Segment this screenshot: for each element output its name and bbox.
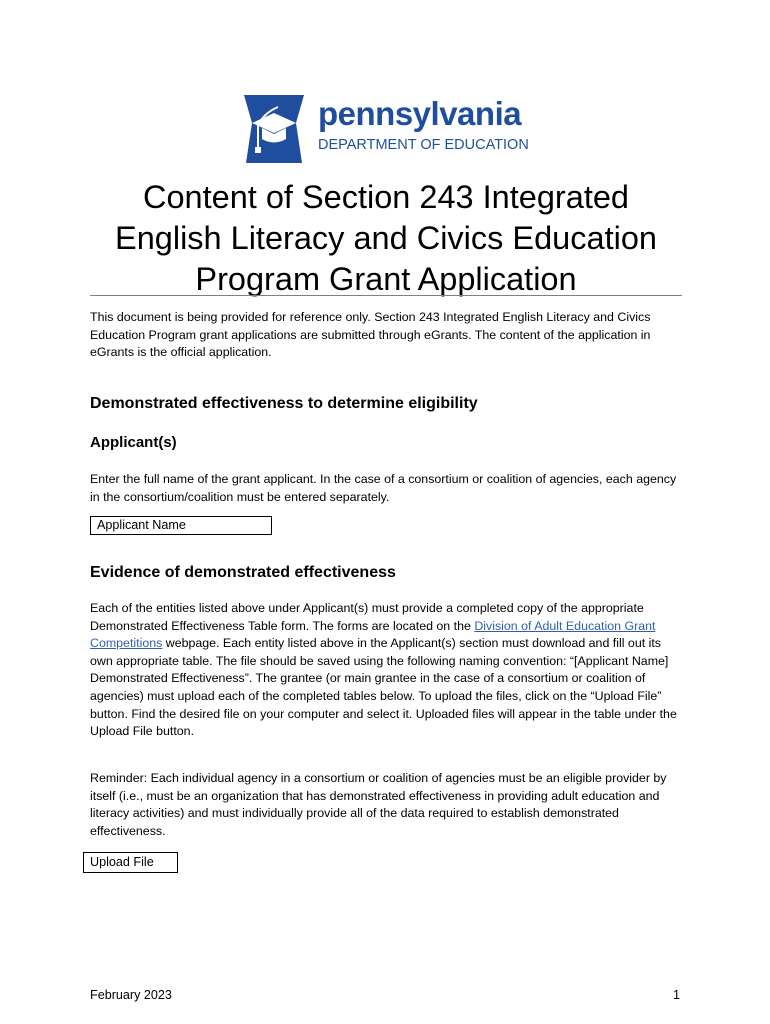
evidence-paragraph [90,600,682,741]
footer-date: February 2023 [90,988,172,1002]
pde-logo [238,93,538,165]
evidence-text-before-link: Each of the entities listed above under Applicant(s) must provide a completed copy of the appropriate Demonstrated Effectiveness Table form. The forms are located on the [90,601,644,633]
upload-file-button[interactable] [83,852,178,873]
section-heading-eligibility: Demonstrated effectiveness to determine eligibility [90,395,478,412]
division-grant-competitions-link[interactable]: Division of Adult Education Grant Competitions [90,618,656,651]
applicant-name-label: Applicant Name [97,518,186,532]
evidence-text-after-link: webpage. Each entity listed above in the Applicant(s) section must download and fill out its own appropriate table. The file should be saved using the following naming convention: “[Applicant Name] Demonstrated Effectiveness”. The grantee (or main grantee in the case of a consortium or coalition of agencies) must upload each of the completed tables below. To upload the files, click on the “Upload File” button. Find the desired file on your computer and select it. Uploaded files will appear in the table under the Upload File button. [90,636,677,739]
applicant-instructions: Enter the full name of the grant applicant. In the case of a consortium or coalition of agencies, each agency in the consortium/coalition must be entered separately. [90,472,677,504]
reminder-paragraph: Reminder: Each individual agency in a consortium or coalition of agencies must be an eligible provider by itself (i.e., must be an organization that has demonstrated effectiveness in providing adult education and literacy activities) and must individually provide all of the data required to establish demonstrated effectiveness. [90,771,667,838]
logo-department: DEPARTMENT OF EDUCATION [318,137,529,153]
intro-paragraph: This document is being provided for reference only. Section 243 Integrated English Literacy and Civics Education Program grant applications are submitted through eGrants. The content of the application in eGrants is the official application. [90,310,651,360]
title-line-2: English Literacy and Civics Education [115,220,657,256]
section-heading-evidence: Evidence of demonstrated effectiveness [90,564,396,581]
subheading-applicants: Applicant(s) [90,434,177,451]
title-divider [90,295,682,296]
title-line-3: Program Grant Application [195,261,577,297]
logo-wordmark: pennsylvania [318,95,522,132]
upload-file-label: Upload File [90,855,154,869]
title-line-1: Content of Section 243 Integrated [142,179,630,215]
page-title [90,177,682,300]
keystone-graduation-cap-icon [238,93,310,165]
page-number: 1 [673,988,681,1002]
applicant-name-field[interactable] [90,516,272,535]
